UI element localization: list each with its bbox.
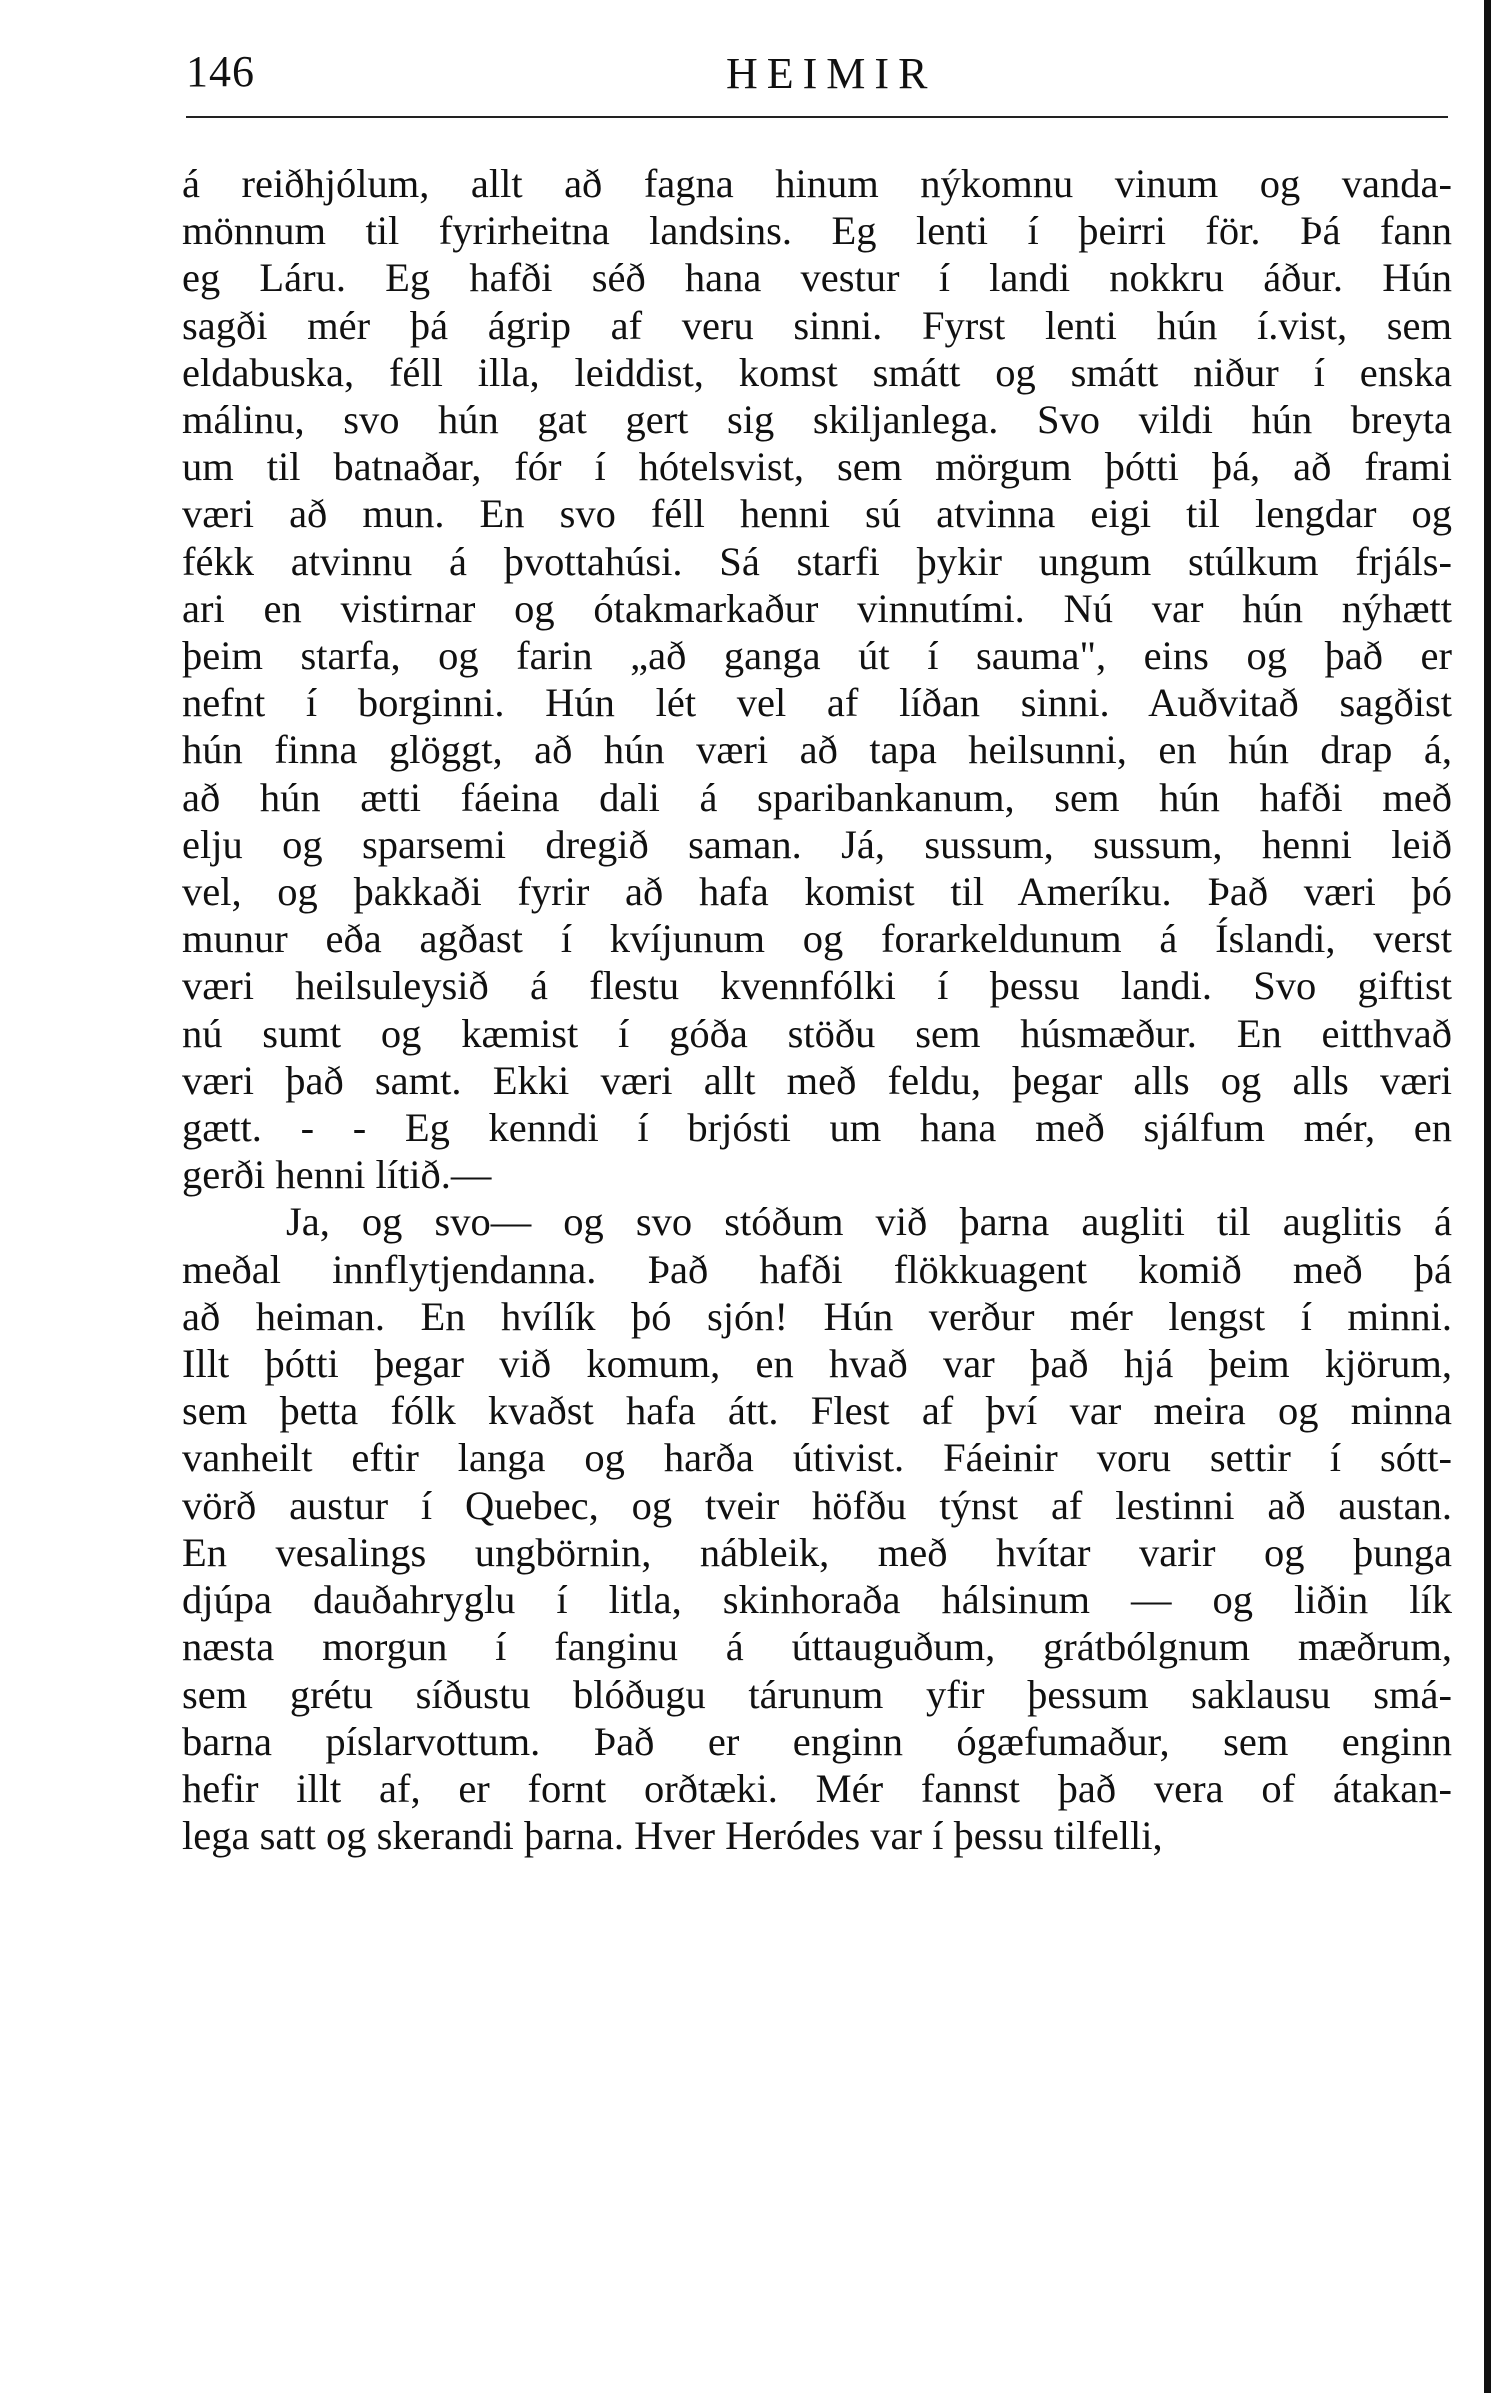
- text-line: lega satt og skerandi þarna. Hver Heródes var í þessu tilfelli,: [182, 1813, 1163, 1859]
- text-line: næsta morgun í fanginu á úttauguðum, grátbólgnum mæðrum,: [182, 1624, 1452, 1670]
- running-title: HEIMIR: [726, 49, 937, 98]
- text-line: fékk atvinnu á þvottahúsi. Sá starfi þykir ungum stúlkum frjáls-: [182, 538, 1452, 584]
- text-line: munur eða agðast í kvíjunum og forarkeldunum á Íslandi, verst: [182, 916, 1452, 962]
- text-line: þeim starfa, og farin „að ganga út í sauma", eins og það er: [182, 633, 1452, 679]
- text-line: vanheilt eftir langa og harða útivist. Fáeinir voru settir í sótt-: [182, 1435, 1452, 1481]
- text-line: málinu, svo hún gat gert sig skiljanlega. Svo vildi hún breyta: [182, 397, 1452, 443]
- text-line: hún finna glöggt, að hún væri að tapa heilsunni, en hún drap á,: [182, 727, 1452, 773]
- page-number: 146: [186, 47, 255, 96]
- paragraph: [182, 1198, 1452, 1859]
- text-line: vörð austur í Quebec, og tveir höfðu týnst af lestinni að austan.: [182, 1482, 1452, 1528]
- text-line: sagði mér þá ágrip af veru sinni. Fyrst lenti hún í.vist, sem: [182, 302, 1452, 348]
- header-rule: [186, 116, 1448, 118]
- text-line: mönnum til fyrirheitna landsins. Eg lenti í þeirri för. Þá fann: [182, 208, 1452, 254]
- text-line: nú sumt og kæmist í góða stöðu sem húsmæður. En eitthvað: [182, 1010, 1452, 1056]
- text-line: En vesalings ungbörnin, nábleik, með hvítar varir og þunga: [182, 1529, 1452, 1575]
- text-line: gætt. - - Eg kenndi í brjósti um hana með sjálfum mér, en: [182, 1105, 1452, 1151]
- body-text: [182, 160, 1452, 1859]
- text-line: vel, og þakkaði fyrir að hafa komist til Ameríku. Það væri þó: [182, 869, 1452, 915]
- text-line: sem þetta fólk kvaðst hafa átt. Flest af því var meira og minna: [182, 1388, 1452, 1434]
- page-edge-border: [1484, 0, 1491, 2393]
- text-line: gerði henni lítið.—: [182, 1152, 492, 1198]
- text-line: djúpa dauðahryglu í litla, skinhoraða hálsinum — og liðin lík: [182, 1577, 1452, 1623]
- text-line: væri að mun. En svo féll henni sú atvinna eigi til lengdar og: [182, 491, 1452, 537]
- text-line: væri heilsuleysið á flestu kvennfólki í þessu landi. Svo giftist: [182, 963, 1452, 1009]
- text-line: Illt þótti þegar við komum, en hvað var það hjá þeim kjörum,: [182, 1341, 1452, 1387]
- text-line: meðal innflytjendanna. Það hafði flökkuagent komið með þá: [182, 1246, 1452, 1292]
- text-line: barna píslarvottum. Það er enginn ógæfumaður, sem enginn: [182, 1718, 1452, 1764]
- text-line: eldabuska, féll illa, leiddist, komst smátt og smátt niður í enska: [182, 349, 1452, 395]
- text-line: eg Láru. Eg hafði séð hana vestur í landi nokkru áður. Hún: [182, 255, 1452, 301]
- text-line: væri það samt. Ekki væri allt með feldu, þegar alls og alls væri: [182, 1057, 1452, 1103]
- text-line: nefnt í borginni. Hún lét vel af líðan sinni. Auðvitað sagðist: [182, 680, 1452, 726]
- text-line: sem grétu síðustu blóðugu tárunum yfir þessum saklausu smá-: [182, 1671, 1452, 1717]
- text-line: Ja, og svo— og svo stóðum við þarna augliti til auglitis á: [286, 1199, 1452, 1245]
- text-line: að heiman. En hvílík þó sjón! Hún verður mér lengst í minni.: [182, 1293, 1452, 1339]
- text-line: um til batnaðar, fór í hótelsvist, sem mörgum þótti þá, að frami: [182, 444, 1452, 490]
- text-line: elju og sparsemi dregið saman. Já, sussum, sussum, henni leið: [182, 821, 1452, 867]
- page-header: [186, 44, 1446, 104]
- text-line: hefir illt af, er fornt orðtæki. Mér fannst það vera of átakan-: [182, 1765, 1452, 1811]
- paragraph: [182, 160, 1452, 1198]
- text-line: að hún ætti fáeina dali á sparibankanum, sem hún hafði með: [182, 774, 1452, 820]
- text-line: ari en vistirnar og ótakmarkaður vinnutími. Nú var hún nýhætt: [182, 585, 1452, 631]
- text-line: á reiðhjólum, allt að fagna hinum nýkomnu vinum og vanda-: [182, 161, 1452, 206]
